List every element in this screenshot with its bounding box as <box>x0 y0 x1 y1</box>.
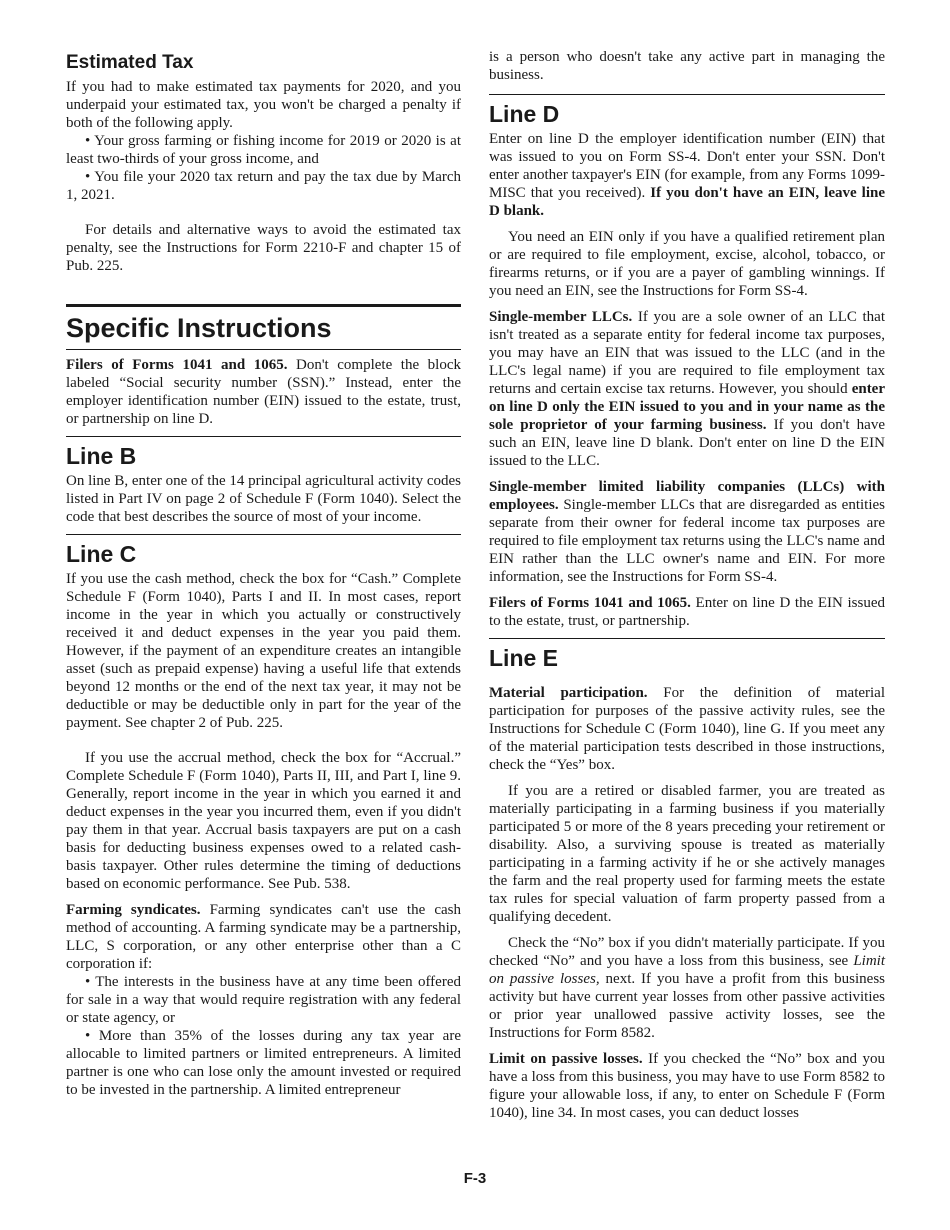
line-d-heading: Line D <box>489 94 885 128</box>
ein-needed-paragraph: You need an EIN only if you have a qualified retirement plan or are required to file employment, excise, alcohol, tobacco, or firearms returns, or if you are a payer of gambling winnings. If you need an EIN, see the Instructions for Form SS-4. <box>489 229 885 299</box>
single-member-llc-bold-text: enter on line D only the EIN issued to you and in your name as the sole proprietor of your farming business. <box>489 381 885 433</box>
estimated-tax-bullet-2: • You file your 2020 tax return and pay the tax due by March 1, 2021. <box>66 169 461 203</box>
line-b-heading: Line B <box>66 436 461 470</box>
line-c-heading: Line C <box>66 534 461 568</box>
left-column <box>66 48 461 1099</box>
llc-employees-runin-heading: Single-member limited liability companies (LLCs) with employees. <box>489 479 885 513</box>
limit-passive-losses-runin-heading: Limit on passive losses. <box>489 1051 643 1067</box>
line-d-text: Enter on line D the employer identification number (EIN) that was issued to you on Form SS-4. Don't enter your SSN. Don't enter another taxpayer's EIN (for example, from any Forms 1099-MISC that you received). <box>489 131 885 201</box>
right-column <box>489 48 885 1122</box>
filers-ein-text: Enter on line D the EIN issued to the estate, trust, or partnership. <box>489 595 886 629</box>
syndicates-bullet-1: • The interests in the business have at any time been offered for sale in a way that would require registration with any federal or state agency, or <box>66 974 461 1026</box>
filers-text: Don't complete the block labeled “Social security number (SSN).” Instead, enter the employer identification number (EIN) issued to the estate, trust, or partnership on line D. <box>66 357 461 427</box>
material-participation-paragraph <box>489 684 885 774</box>
farming-syndicates-paragraph <box>66 901 461 973</box>
filers-paragraph <box>66 356 461 428</box>
check-no-text-2: next. If you have a profit from this business activity but have current year losses from other passive activities or prior year unallowed passive activity losses, see the Instructions for Form 8582. <box>489 971 886 1041</box>
material-participation-runin-heading: Material participation. <box>489 685 648 701</box>
continued-paragraph: is a person who doesn't take any active part in managing the business. <box>489 49 885 83</box>
specific-instructions-heading: Specific Instructions <box>66 304 461 350</box>
line-e-heading: Line E <box>489 638 885 672</box>
single-member-llc-text-1: If you are a sole owner of an LLC that isn't treated as a separate entity for federal income tax purposes, you may have an EIN that was issued to the LLC (and in the LLC's legal name) if you are required to file employment tax returns and certain excise tax returns. However, you should <box>489 309 885 397</box>
farming-syndicates-runin-heading: Farming syndicates. <box>66 902 201 918</box>
estimated-tax-bullet-1: • Your gross farming or fishing income for 2019 or 2020 is at least two-thirds of your gross income, and <box>66 133 461 167</box>
llc-employees-paragraph <box>489 478 885 586</box>
filers-runin-heading: Filers of Forms 1041 and 1065. <box>66 357 288 373</box>
limit-passive-losses-paragraph <box>489 1050 885 1122</box>
llc-employees-text: Single-member LLCs that are disregarded as entities separate from their owner for federal income tax purposes are required to file employment tax returns using the LLC's name and EIN rather than the LLC owner's name and EIN. For more information, see the Instructions for Form SS-4. <box>489 497 885 585</box>
line-c-accrual-paragraph: If you use the accrual method, check the box for “Accrual.” Complete Schedule F (Form 1040), Parts II, III, and Part I, line 9. Generally, report income in the year in which you earned it and deduct expenses in the year you incurred them, even if you didn't pay them in that year. Accrual basis taxpayers are put on a cash basis for deducting business expenses owed to a related cash-basis taxpayer. Other rules determine the timing of deductions based on economic performance. See Pub. 538. <box>66 750 461 892</box>
line-c-cash-paragraph: If you use the cash method, check the box for “Cash.” Complete Schedule F (Form 1040), Parts I and II. In most cases, report income in the year in which you actually or constructively received it and deduct expenses in the year you paid them. However, if the payment of an expenditure creates an intangible asset (such as prepaid expense) having a useful life that extends beyond 12 months or the end of the next tax year, it may not be deductible or may be deductible only in part for the year of the payment. See chapter 2 of Pub. 225. <box>66 571 461 731</box>
estimated-tax-paragraph: If you had to make estimated tax payments for 2020, and you underpaid your estimated tax, you won't be charged a penalty if both of the following apply. <box>66 79 461 131</box>
farming-syndicates-text: Farming syndicates can't use the cash method of accounting. A farming syndicate may be a partnership, LLC, S corporation, or any other enterprise other than a C corporation if: <box>66 902 461 972</box>
syndicates-bullet-2: • More than 35% of the losses during any tax year are allocable to limited partners or limited entrepreneurs. A limited partner is one who can lose only the amount invested or required to be invested in the partnership. A limited entrepreneur <box>66 1028 461 1098</box>
estimated-tax-details-paragraph: For details and alternative ways to avoid the estimated tax penalty, see the Instructions for Form 2210-F and chapter 15 of Pub. 225. <box>66 222 461 274</box>
line-b-paragraph: On line B, enter one of the 14 principal agricultural activity codes listed in Part IV on page 2 of Schedule F (Form 1040). Select the code that best describes the source of most of your income. <box>66 473 461 525</box>
check-no-italic-text: Limit on passive losses, <box>489 953 885 987</box>
filers-ein-paragraph <box>489 594 885 630</box>
retired-farmer-paragraph: If you are a retired or disabled farmer, you are treated as materially participating in a farming business if you materially participated 5 or more of the 8 years preceding your retirement or disability. Also, a surviving spouse is treated as materially participating in a farming activity if he or she actively manages the farm and the real property used for farming meets the estate tax rules for special valuation of farm property passed from a qualifying decedent. <box>489 783 885 925</box>
line-d-paragraph <box>489 130 885 220</box>
single-member-llc-runin-heading: Single-member LLCs. <box>489 309 633 325</box>
line-d-bold-text: If you don't have an EIN, leave line D blank. <box>489 185 885 219</box>
check-no-text-1: Check the “No” box if you didn't materially participate. If you checked “No” and you have a loss from this business, see <box>489 935 885 969</box>
limit-passive-losses-text: If you checked the “No” box and you have a loss from this business, you may have to use Form 8582 to figure your allowable loss, if any, to enter on Schedule F (Form 1040), line 34. In most cases, you can deduct losses <box>489 1051 885 1121</box>
estimated-tax-heading: Estimated Tax <box>66 52 194 73</box>
page-number: F-3 <box>463 1170 487 1187</box>
material-participation-text: For the definition of material participation for purposes of the passive activity rules, see the Instructions for Schedule C (Form 1040), line G. If you meet any of the material participation tests described in those instructions, check the “Yes” box. <box>489 685 886 773</box>
check-no-paragraph <box>489 934 885 1042</box>
single-member-llc-text-2: If you don't have such an EIN, leave line D blank. Don't enter on line D the EIN issued to the LLC. <box>489 417 885 469</box>
filers-ein-runin-heading: Filers of Forms 1041 and 1065. <box>489 595 691 611</box>
single-member-llc-paragraph <box>489 308 885 470</box>
